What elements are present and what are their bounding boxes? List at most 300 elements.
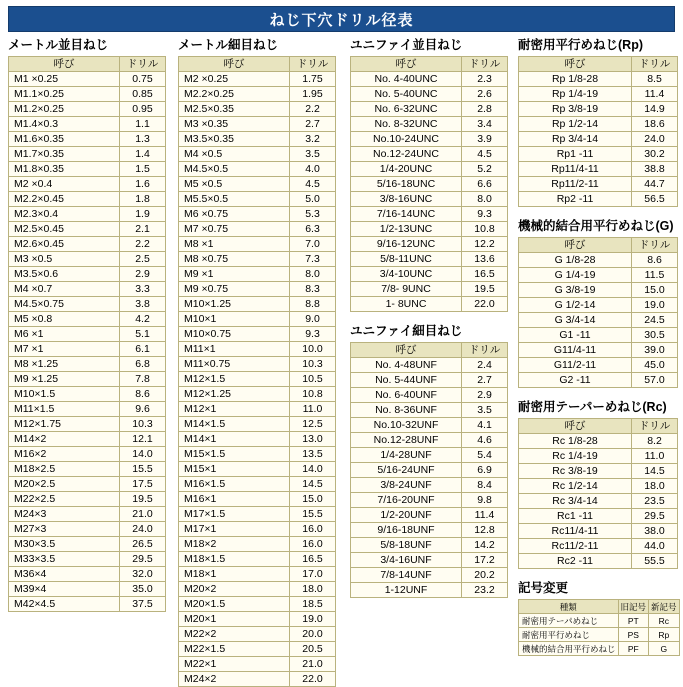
cell-name: M3 ×0.5: [9, 252, 120, 267]
column-header-drill: ドリル: [632, 238, 678, 253]
table-row: [179, 192, 336, 207]
table-row: [519, 162, 678, 177]
cell-drill: 13.0: [290, 432, 336, 447]
cell-drill: 1.4: [120, 147, 166, 162]
cell-drill: 10.5: [290, 372, 336, 387]
table-row: [519, 358, 678, 373]
cell-drill: 2.7: [290, 117, 336, 132]
cell-name: M20×1.5: [179, 597, 290, 612]
cell-drill: 14.5: [290, 477, 336, 492]
cell-drill: 38.8: [632, 162, 678, 177]
cell-drill: 3.8: [120, 297, 166, 312]
cell-name: M1 ×0.25: [9, 72, 120, 87]
table-row: [179, 237, 336, 252]
cell-drill: 2.6: [462, 87, 508, 102]
table-row: [351, 252, 508, 267]
table-row: [179, 672, 336, 687]
section-heading: メートル細目ねじ: [178, 38, 279, 52]
cell-drill: 2.3: [462, 72, 508, 87]
table-row: [179, 72, 336, 87]
table-row: [519, 434, 678, 449]
cell-drill: 10.0: [290, 342, 336, 357]
cell-name: M17×1: [179, 522, 290, 537]
table-header-row: [519, 600, 680, 614]
cell-name: M2.6×0.45: [9, 237, 120, 252]
table-row: [519, 117, 678, 132]
cell-drill: 11.5: [632, 268, 678, 283]
cell-drill: 39.0: [632, 343, 678, 358]
cell-name: M4.5×0.75: [9, 297, 120, 312]
column-header-name: 呼び: [179, 57, 290, 72]
cell-name: G11/2-11: [519, 358, 632, 373]
cell-name: M6 ×1: [9, 327, 120, 342]
cell-name: M20×2.5: [9, 477, 120, 492]
table-row: [179, 177, 336, 192]
cell-name: M10×1: [179, 312, 290, 327]
cell-drill: 6.3: [290, 222, 336, 237]
table-body: [519, 72, 678, 207]
cell-drill: 0.95: [120, 102, 166, 117]
cell-drill: 11.4: [462, 508, 508, 523]
table-row: [519, 524, 678, 539]
table-row: [519, 147, 678, 162]
cell-name: M17×1.5: [179, 507, 290, 522]
cell-drill: 2.2: [120, 237, 166, 252]
cell-name: Rc 1/4-19: [519, 449, 632, 464]
cell-drill: 7.0: [290, 237, 336, 252]
cell-drill: 7.8: [120, 372, 166, 387]
cell-drill: 19.0: [290, 612, 336, 627]
cell-drill: 38.0: [632, 524, 678, 539]
cell-name: G1 -11: [519, 328, 632, 343]
cell-name: M10×0.75: [179, 327, 290, 342]
table-row: [179, 537, 336, 552]
cell-name: Rp11/4-11: [519, 162, 632, 177]
cell-drill: 18.0: [290, 582, 336, 597]
table-row: [9, 297, 166, 312]
cell-drill: 8.0: [462, 192, 508, 207]
table-row: [179, 642, 336, 657]
cell-drill: 9.0: [290, 312, 336, 327]
table-row: [179, 372, 336, 387]
cell-name: M11×1: [179, 342, 290, 357]
cell-drill: 20.5: [290, 642, 336, 657]
cell-drill: 16.5: [290, 552, 336, 567]
cell-drill: 8.2: [632, 434, 678, 449]
cell-drill: 20.0: [290, 627, 336, 642]
cell-drill: 19.0: [632, 298, 678, 313]
cell-name: M2 ×0.4: [9, 177, 120, 192]
cell-name: M12×1.5: [179, 372, 290, 387]
cell-name: M39×4: [9, 582, 120, 597]
column-header-drill: ドリル: [120, 57, 166, 72]
table-row: [519, 177, 678, 192]
cell-name: M22×1: [179, 657, 290, 672]
cell-drill: 5.3: [290, 207, 336, 222]
cell-name: 5/16-18UNC: [351, 177, 462, 192]
cell-name: M16×1: [179, 492, 290, 507]
cell-new-symbol: G: [649, 642, 680, 656]
cell-drill: 6.6: [462, 177, 508, 192]
cell-name: Rc2 -11: [519, 554, 632, 569]
table-row: [9, 582, 166, 597]
table-row: [9, 162, 166, 177]
table-row: [519, 283, 678, 298]
cell-drill: 17.0: [290, 567, 336, 582]
table-row: [179, 297, 336, 312]
cell-drill: 10.8: [462, 222, 508, 237]
table-row: [351, 493, 508, 508]
cell-drill: 15.0: [290, 492, 336, 507]
cell-name: M1.2×0.25: [9, 102, 120, 117]
column-header-name: 呼び: [9, 57, 120, 72]
cell-drill: 4.2: [120, 312, 166, 327]
table-row: [519, 268, 678, 283]
column-header-name: 呼び: [519, 57, 632, 72]
cell-name: Rp 3/4-14: [519, 132, 632, 147]
cell-drill: 2.9: [120, 267, 166, 282]
table-row: [179, 657, 336, 672]
table-row: [9, 552, 166, 567]
cell-drill: 16.0: [290, 522, 336, 537]
table-row: [351, 403, 508, 418]
cell-drill: 14.9: [632, 102, 678, 117]
cell-name: 7/8- 9UNC: [351, 282, 462, 297]
cell-drill: 4.6: [462, 433, 508, 448]
cell-name: 1- 8UNC: [351, 297, 462, 312]
table-row: [519, 298, 678, 313]
table-row: [351, 297, 508, 312]
table-row: [519, 494, 678, 509]
cell-drill: 19.5: [120, 492, 166, 507]
cell-drill: 4.5: [290, 177, 336, 192]
table-row: [351, 132, 508, 147]
table-row: [9, 147, 166, 162]
cell-name: M6 ×0.75: [179, 207, 290, 222]
cell-name: M14×1.5: [179, 417, 290, 432]
table-row: [351, 508, 508, 523]
cell-name: M33×3.5: [9, 552, 120, 567]
table-row: [9, 447, 166, 462]
table-row: [9, 237, 166, 252]
table-row: [351, 358, 508, 373]
section-heading: 記号変更: [518, 581, 569, 595]
cell-name: M8 ×0.75: [179, 252, 290, 267]
cell-name: No.12-24UNC: [351, 147, 462, 162]
cell-name: M2.5×0.45: [9, 222, 120, 237]
cell-drill: 5.0: [290, 192, 336, 207]
cell-name: Rp1 -11: [519, 147, 632, 162]
table-row: [179, 357, 336, 372]
cell-name: M1.7×0.35: [9, 147, 120, 162]
table-row: [179, 402, 336, 417]
cell-drill: 1.9: [120, 207, 166, 222]
cell-drill: 44.7: [632, 177, 678, 192]
table-row: [351, 117, 508, 132]
cell-name: M24×3: [9, 507, 120, 522]
cell-drill: 24.5: [632, 313, 678, 328]
cell-name: G11/4-11: [519, 343, 632, 358]
cell-drill: 14.5: [632, 464, 678, 479]
table-row: [179, 117, 336, 132]
cell-drill: 24.0: [120, 522, 166, 537]
column-metric-fine: [170, 38, 342, 687]
cell-drill: 32.0: [120, 567, 166, 582]
cell-drill: 3.5: [462, 403, 508, 418]
cell-drill: 20.2: [462, 568, 508, 583]
cell-name: 1/4-28UNF: [351, 448, 462, 463]
cell-drill: 21.0: [290, 657, 336, 672]
table-row: [9, 252, 166, 267]
cell-name: No. 5-44UNF: [351, 373, 462, 388]
cell-drill: 0.75: [120, 72, 166, 87]
cell-name: M11×0.75: [179, 357, 290, 372]
table-row: [519, 253, 678, 268]
cell-name: M5 ×0.8: [9, 312, 120, 327]
cell-name: No. 8-32UNC: [351, 117, 462, 132]
cell-name: Rc11/4-11: [519, 524, 632, 539]
cell-name: 1/4-20UNC: [351, 162, 462, 177]
cell-drill: 10.8: [290, 387, 336, 402]
cell-drill: 18.0: [632, 479, 678, 494]
cell-name: No. 8-36UNF: [351, 403, 462, 418]
table-row: [179, 522, 336, 537]
cell-drill: 5.1: [120, 327, 166, 342]
cell-name: 3/8-16UNC: [351, 192, 462, 207]
table-row: [519, 72, 678, 87]
table-row: [179, 267, 336, 282]
cell-drill: 1.3: [120, 132, 166, 147]
table-row: [9, 192, 166, 207]
table-row: [351, 568, 508, 583]
section-heading: 耐密用テーパーめねじ(Rc): [518, 400, 667, 414]
cell-name: No. 6-32UNC: [351, 102, 462, 117]
cell-name: M9 ×1.25: [9, 372, 120, 387]
table-row: [9, 177, 166, 192]
table-row: [179, 207, 336, 222]
cell-drill: 23.2: [462, 583, 508, 598]
cell-drill: 6.8: [120, 357, 166, 372]
column-header-new-symbol: 新記号: [649, 600, 680, 614]
table-header-row: [519, 57, 678, 72]
table-row: [9, 387, 166, 402]
cell-drill: 4.0: [290, 162, 336, 177]
table-row: [9, 357, 166, 372]
table-row: [519, 464, 678, 479]
table-row: [9, 417, 166, 432]
cell-kind: 耐密用平行めねじ: [519, 628, 619, 642]
cell-drill: 8.0: [290, 267, 336, 282]
cell-name: 7/16-20UNF: [351, 493, 462, 508]
cell-name: G 3/4-14: [519, 313, 632, 328]
cell-drill: 15.0: [632, 283, 678, 298]
cell-name: 3/4-10UNC: [351, 267, 462, 282]
cell-drill: 2.1: [120, 222, 166, 237]
cell-name: M3.5×0.6: [9, 267, 120, 282]
column-header-drill: ドリル: [462, 57, 508, 72]
table-unified-fine: [350, 342, 508, 598]
column-header-old-symbol: 旧記号: [618, 600, 649, 614]
cell-name: G 1/4-19: [519, 268, 632, 283]
table-row: [179, 447, 336, 462]
table-row: [9, 312, 166, 327]
cell-name: Rp2 -11: [519, 192, 632, 207]
cell-name: G2 -11: [519, 373, 632, 388]
cell-name: M4 ×0.7: [9, 282, 120, 297]
cell-name: M30×3.5: [9, 537, 120, 552]
cell-name: No.10-24UNC: [351, 132, 462, 147]
table-row: [9, 597, 166, 612]
table-row: [351, 207, 508, 222]
cell-drill: 1.5: [120, 162, 166, 177]
table-row: [179, 312, 336, 327]
table-row: [351, 418, 508, 433]
cell-drill: 2.7: [462, 373, 508, 388]
cell-name: M8 ×1: [179, 237, 290, 252]
table-row: [351, 583, 508, 598]
cell-name: M2.2×0.45: [9, 192, 120, 207]
cell-name: M14×1: [179, 432, 290, 447]
cell-name: M12×1.75: [9, 417, 120, 432]
cell-drill: 45.0: [632, 358, 678, 373]
table-header-row: [351, 57, 508, 72]
table-body: [179, 72, 336, 687]
table-row: [179, 387, 336, 402]
cell-name: G 1/8-28: [519, 253, 632, 268]
cell-new-symbol: Rp: [649, 628, 680, 642]
cell-drill: 8.5: [632, 72, 678, 87]
cell-kind: 機械的結合用平行めねじ: [519, 642, 619, 656]
column-metric-coarse: [0, 38, 170, 687]
table-row: [179, 477, 336, 492]
column-header-kind: 種類: [519, 600, 619, 614]
table-row: [179, 282, 336, 297]
cell-name: 5/8-11UNC: [351, 252, 462, 267]
table-body: [519, 253, 678, 388]
table-row: [351, 267, 508, 282]
table-row: [519, 87, 678, 102]
cell-name: M4 ×0.5: [179, 147, 290, 162]
cell-drill: 14.0: [120, 447, 166, 462]
table-row: [179, 132, 336, 147]
cell-drill: 3.5: [290, 147, 336, 162]
cell-drill: 1.8: [120, 192, 166, 207]
table-row: [351, 147, 508, 162]
cell-drill: 24.0: [632, 132, 678, 147]
table-row: [519, 313, 678, 328]
cell-name: M1.6×0.35: [9, 132, 120, 147]
cell-name: M3.5×0.35: [179, 132, 290, 147]
table-row: [351, 162, 508, 177]
cell-name: G 3/8-19: [519, 283, 632, 298]
table-row: [9, 372, 166, 387]
cell-drill: 1.1: [120, 117, 166, 132]
cell-drill: 11.4: [632, 87, 678, 102]
column-unified: [342, 38, 510, 687]
cell-name: M20×2: [179, 582, 290, 597]
table-row: [519, 539, 678, 554]
cell-new-symbol: Rc: [649, 614, 680, 628]
table-unified-coarse: [350, 56, 508, 312]
cell-name: 7/8-14UNF: [351, 568, 462, 583]
cell-drill: 30.2: [632, 147, 678, 162]
cell-drill: 3.4: [462, 117, 508, 132]
cell-name: 1/2-13UNC: [351, 222, 462, 237]
table-row: [9, 207, 166, 222]
cell-drill: 1.6: [120, 177, 166, 192]
cell-name: M5.5×0.5: [179, 192, 290, 207]
cell-drill: 6.9: [462, 463, 508, 478]
column-header-drill: ドリル: [462, 343, 508, 358]
table-row: [9, 87, 166, 102]
cell-drill: 2.4: [462, 358, 508, 373]
cell-name: 7/16-14UNC: [351, 207, 462, 222]
table-row: [351, 553, 508, 568]
cell-drill: 23.5: [632, 494, 678, 509]
cell-drill: 22.0: [462, 297, 508, 312]
cell-name: 9/16-18UNF: [351, 523, 462, 538]
cell-drill: 18.5: [290, 597, 336, 612]
table-row: [179, 567, 336, 582]
cell-drill: 35.0: [120, 582, 166, 597]
cell-name: M4.5×0.5: [179, 162, 290, 177]
cell-name: M16×1.5: [179, 477, 290, 492]
chart-columns: [0, 38, 683, 687]
cell-name: M12×1: [179, 402, 290, 417]
cell-drill: 5.4: [462, 448, 508, 463]
cell-name: M15×1.5: [179, 447, 290, 462]
cell-drill: 11.0: [290, 402, 336, 417]
column-pipe-threads: [510, 38, 683, 687]
table-row: [179, 597, 336, 612]
cell-drill: 13.6: [462, 252, 508, 267]
table-row: [179, 417, 336, 432]
cell-drill: 30.5: [632, 328, 678, 343]
cell-name: Rc 3/4-14: [519, 494, 632, 509]
cell-drill: 5.2: [462, 162, 508, 177]
table-row: [179, 327, 336, 342]
cell-name: M5 ×0.5: [179, 177, 290, 192]
table-rc: [518, 418, 678, 569]
table-g: [518, 237, 678, 388]
table-row: [9, 492, 166, 507]
cell-name: 9/16-12UNC: [351, 237, 462, 252]
cell-name: M10×1.5: [9, 387, 120, 402]
cell-name: 5/8-18UNF: [351, 538, 462, 553]
cell-name: No.12-28UNF: [351, 433, 462, 448]
column-header-name: 呼び: [351, 343, 462, 358]
section-heading: 機械的結合用平行めねじ(G): [518, 219, 674, 233]
cell-drill: 18.6: [632, 117, 678, 132]
page-title: ねじ下穴ドリル径表: [269, 11, 414, 29]
cell-name: No. 5-40UNC: [351, 87, 462, 102]
table-row: [351, 373, 508, 388]
cell-name: M9 ×1: [179, 267, 290, 282]
cell-name: No. 6-40UNF: [351, 388, 462, 403]
cell-name: M7 ×0.75: [179, 222, 290, 237]
table-row: [9, 327, 166, 342]
table-row: [351, 448, 508, 463]
table-body: [351, 72, 508, 312]
cell-name: M20×1: [179, 612, 290, 627]
cell-name: M2.3×0.4: [9, 207, 120, 222]
table-row: [9, 462, 166, 477]
cell-drill: 10.3: [290, 357, 336, 372]
cell-drill: 29.5: [632, 509, 678, 524]
cell-drill: 9.3: [290, 327, 336, 342]
cell-name: Rp 1/8-28: [519, 72, 632, 87]
cell-old-symbol: PT: [618, 614, 649, 628]
